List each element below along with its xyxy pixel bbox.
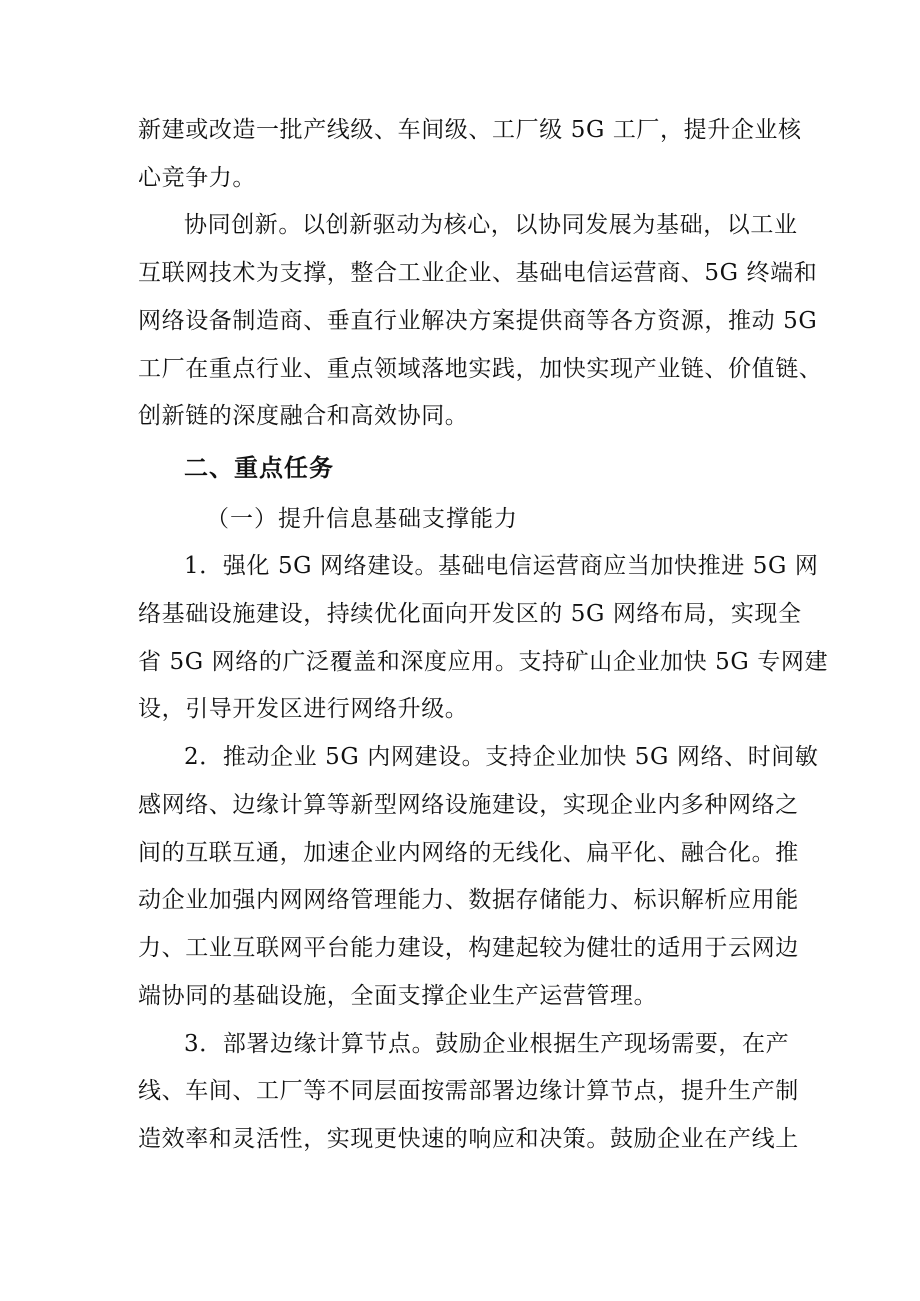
text-line: 省 5G 网络的广泛覆盖和深度应用。支持矿山企业加快 5G 专网建	[138, 649, 829, 675]
text-line: 设，引导开发区进行网络升级。	[138, 696, 469, 722]
text-line: 心竞争力。	[138, 165, 256, 191]
text-line: 网络设备制造商、垂直行业解决方案提供商等各方资源，推动 5G	[138, 308, 818, 334]
text-line: 动企业加强内网网络管理能力、数据存储能力、标识解析应用能	[138, 887, 799, 913]
subsection-heading: （一）提升信息基础支撑能力	[206, 506, 518, 532]
paragraph-start-line: 协同创新。以创新驱动为核心，以协同发展为基础，以工业	[184, 212, 798, 238]
text-line: 造效率和灵活性，实现更快速的响应和决策。鼓励企业在产线上	[138, 1126, 799, 1152]
text-line: 端协同的基础设施，全面支撑企业生产运营管理。	[138, 983, 658, 1009]
text-line: 感网络、边缘计算等新型网络设施建设，实现企业内多种网络之	[138, 792, 799, 818]
paragraph-start-line: 3．部署边缘计算节点。鼓励企业根据生产现场需要，在产	[184, 1031, 790, 1057]
text-line: 线、车间、工厂等不同层面按需部署边缘计算节点，提升生产制	[138, 1078, 799, 1104]
text-line: 创新链的深度融合和高效协同。	[138, 403, 469, 429]
section-heading: 二、重点任务	[184, 454, 334, 482]
text-line: 互联网技术为支撑，整合工业企业、基础电信运营商、5G 终端和	[138, 260, 818, 286]
paragraph-start-line: 1．强化 5G 网络建设。基础电信运营商应当加快推进 5G 网	[184, 553, 819, 579]
text-line: 工厂在重点行业、重点领域落地实践，加快实现产业链、价值链、	[138, 356, 823, 382]
text-line: 新建或改造一批产线级、车间级、工厂级 5G 工厂，提升企业核	[138, 117, 802, 143]
text-line: 间的互联互通，加速企业内网络的无线化、扁平化、融合化。推	[138, 840, 799, 866]
paragraph-start-line: 2．推动企业 5G 内网建设。支持企业加快 5G 网络、时间敏	[184, 744, 819, 770]
text-line: 力、工业互联网平台能力建设，构建起较为健壮的适用于云网边	[138, 935, 799, 961]
text-line: 络基础设施建设，持续优化面向开发区的 5G 网络布局，实现全	[138, 601, 802, 627]
